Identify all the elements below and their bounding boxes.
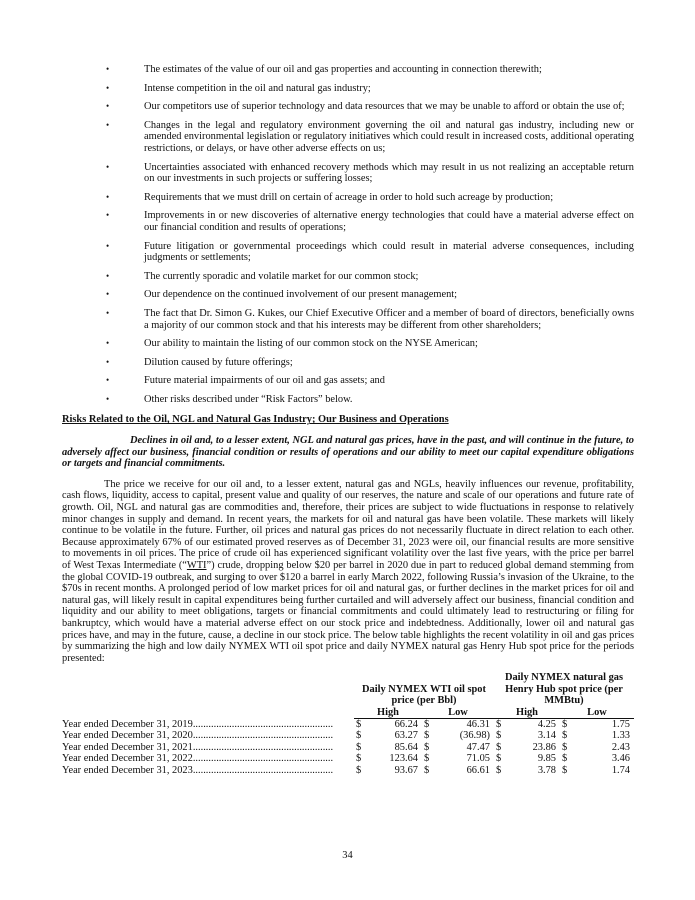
bullet-icon: •: [106, 191, 110, 202]
bullet-icon: •: [106, 240, 110, 251]
oil-low-value: 46.31: [466, 718, 490, 730]
forward-looking-risk-list: [62, 64, 634, 405]
oil-high-value: 93.67: [394, 764, 418, 776]
table-row: [62, 730, 634, 741]
bullet-icon: •: [106, 270, 110, 281]
row-label: Year ended December 31, 2022: [62, 753, 193, 765]
bullet-icon: •: [106, 307, 110, 318]
document-page: [62, 64, 634, 776]
oil-high-value: 66.24: [394, 718, 418, 730]
bullet-icon: •: [106, 82, 110, 93]
list-item: • The currently sporadic and volatile market for our common stock;: [106, 270, 419, 282]
currency-symbol: $: [562, 730, 568, 742]
oil-low-header: Low: [422, 707, 494, 719]
list-item: • Our competitors use of superior technology and data resources that we may be unable to afford or obtain the use of;: [106, 101, 625, 113]
oil-high-value: 85.64: [394, 741, 418, 753]
dot-leader: ......................................................: [192, 718, 334, 730]
currency-symbol: $: [356, 718, 362, 730]
page-number: 34: [342, 850, 353, 861]
gas-high-header: High: [494, 707, 560, 719]
gas-price-group-header: Daily NYMEX natural gas Henry Hub spot price (per MMBtu): [504, 672, 624, 707]
currency-symbol: $: [424, 741, 430, 753]
list-item: • Improvements in or new discoveries of alternative energy technologies that could have a material adverse effect on our financial condition and results of operations;: [106, 210, 634, 233]
currency-symbol: $: [562, 741, 568, 753]
currency-symbol: $: [496, 730, 502, 742]
oil-price-group-header: Daily NYMEX WTI oil spot price (per Bbl): [362, 683, 486, 707]
list-item: • Requirements that we must drill on certain of acreage in order to hold such acreage by production;: [106, 191, 554, 203]
row-label: Year ended December 31, 2020: [62, 730, 193, 742]
row-label: Year ended December 31, 2021: [62, 741, 193, 753]
bullet-icon: •: [106, 289, 110, 300]
bullet-icon: •: [106, 338, 110, 349]
row-label: Year ended December 31, 2023: [62, 764, 193, 776]
gas-low-value: 3.46: [611, 753, 630, 765]
list-item: • Future litigation or governmental proceedings which could result in material adverse consequences, including judgments or settlements;: [106, 240, 634, 264]
dot-leader: ......................................................: [192, 730, 334, 742]
bullet-icon: •: [106, 356, 110, 367]
oil-low-value: 71.05: [466, 753, 490, 765]
currency-symbol: $: [356, 753, 362, 765]
bullet-icon: •: [106, 393, 110, 404]
list-item: • Uncertainties associated with enhanced recovery methods which may result in us not realizing an acceptable return on our investments in such projects or suffering losses;: [106, 161, 634, 185]
currency-symbol: $: [356, 741, 362, 753]
gas-low-value: 1.74: [611, 764, 630, 776]
section-heading: Risks Related to the Oil, NGL and Natural Gas Industry; Our Business and Operations: [62, 414, 449, 426]
table-row: [62, 765, 634, 776]
gas-high-value: 9.85: [537, 753, 556, 765]
gas-high-value: 23.86: [532, 741, 556, 753]
bullet-icon: •: [106, 375, 110, 386]
gas-high-value: 4.25: [537, 718, 556, 730]
table-row: [62, 753, 634, 764]
wti-defined-term: WTI: [186, 560, 207, 571]
currency-symbol: $: [356, 730, 362, 742]
list-item: • Dilution caused by future offerings;: [106, 356, 293, 368]
dot-leader: ......................................................: [192, 753, 334, 765]
oil-high-value: 63.27: [394, 730, 418, 742]
bullet-icon: •: [106, 64, 110, 74]
oil-high-header: High: [354, 707, 422, 719]
list-item: • Other risks described under “Risk Factors” below.: [106, 393, 353, 405]
currency-symbol: $: [562, 753, 568, 765]
list-item: • The fact that Dr. Simon G. Kukes, our Chief Executive Officer and a member of board of directors, beneficially owns a majority of our common stock and that his interests may be different from other shareholders;: [106, 307, 634, 331]
currency-symbol: $: [496, 718, 502, 730]
list-item: • Changes in the legal and regulatory environment governing the oil and natural gas industry, including new or amended environmental legislation or regulatory initiatives which could result in increased costs, additional operating restrictions, or delays, or have other adverse effects on us;: [106, 119, 634, 154]
oil-low-value: 47.47: [466, 741, 490, 753]
currency-symbol: $: [496, 764, 502, 776]
currency-symbol: $: [424, 764, 430, 776]
currency-symbol: $: [562, 764, 568, 776]
oil-low-value: 66.61: [466, 764, 490, 776]
risk-factor-heading: Declines in oil and, to a lesser extent, NGL and natural gas prices, have in the past, and will continue in the future, to adversely affect our business, financial condition or results of operations and our ability to meet our capital expenditure obligations or targets and financial commitments.: [62, 435, 634, 470]
bullet-icon: •: [106, 161, 110, 172]
gas-low-value: 2.43: [611, 741, 630, 753]
oil-high-value: 123.64: [389, 753, 418, 765]
gas-low-header: Low: [560, 707, 634, 719]
currency-symbol: $: [496, 753, 502, 765]
table-row: [62, 742, 634, 753]
bullet-icon: •: [106, 210, 110, 221]
list-item: • Future material impairments of our oil and gas assets; and: [106, 375, 385, 387]
bullet-icon: •: [106, 101, 110, 112]
currency-symbol: $: [424, 718, 430, 730]
bullet-icon: •: [106, 119, 110, 130]
currency-symbol: $: [496, 741, 502, 753]
dot-leader: ......................................................: [192, 764, 334, 776]
currency-symbol: $: [424, 730, 430, 742]
gas-low-value: 1.33: [611, 730, 630, 742]
gas-high-value: 3.78: [537, 764, 556, 776]
gas-high-value: 3.14: [537, 730, 556, 742]
table-row: [62, 718, 634, 730]
list-item: • Our dependence on the continued involvement of our present management;: [106, 289, 458, 301]
gas-low-value: 1.75: [611, 718, 630, 730]
row-label: Year ended December 31, 2019: [62, 718, 193, 730]
currency-symbol: $: [356, 764, 362, 776]
price-volatility-table: [62, 672, 634, 776]
body-paragraph: The price we receive for our oil and, to a lesser extent, natural gas and NGLs, heavily influences our revenue, profitability, cash flows, liquidity, access to capital, present value and quality of our reserves, the nature and scale of our operations and future rate of growth. Oil, NGL and natural gas are commodities and, therefore, their prices are subject to wide fluctuations in response to relatively minor changes in supply and demand. In recent years, the markets for oil and natural gas have been volatile. These markets will likely continue to be volatile in the future. Further, oil prices and natural gas prices do not necessarily fluctuate in direct relation to each other. Because approximately 67% of our estimated proved reserves as of December 31, 2023 were oil, our financial results are more sensitive to movements in oil prices. The price of crude oil has experienced significant volatility over the last five years, with the price per barrel of West Texas Intermediate (“WTI”) crude, dropping below $20 per barrel in 2020 due in part to reduced global demand stemming from the global COVID-19 outbreak, and surging to over $120 a barrel in early March 2022, following Russia’s invasion of the Ukraine, to the $70s in recent months. A prolonged period of low market prices for oil and natural gas, or further declines in the market prices for oil and natural gas, will likely result in capital expenditures being further curtailed and will adversely affect our business, financial condition and liquidity and our ability to meet obligations, targets or financial commitments and could ultimately lead to restructuring or filing for bankruptcy, which would have a material adverse effect on our stock price and indebtedness. Additionally, lower oil and natural gas prices have, and may in the future, cause, a decline in our stock price. The below table highlights the recent volatility in oil and gas prices by summarizing the high and low daily NYMEX WTI oil spot price and daily NYMEX natural gas Henry Hub spot price for the periods presented:: [62, 478, 635, 664]
currency-symbol: $: [562, 718, 568, 730]
oil-low-value: (36.98): [459, 730, 490, 742]
dot-leader: ......................................................: [192, 741, 334, 753]
list-item: • Our ability to maintain the listing of our common stock on the NYSE American;: [106, 338, 478, 350]
currency-symbol: $: [424, 753, 430, 765]
list-item: • The estimates of the value of our oil and gas properties and accounting in connection therewith;: [106, 64, 542, 75]
list-item: • Intense competition in the oil and natural gas industry;: [106, 82, 371, 94]
